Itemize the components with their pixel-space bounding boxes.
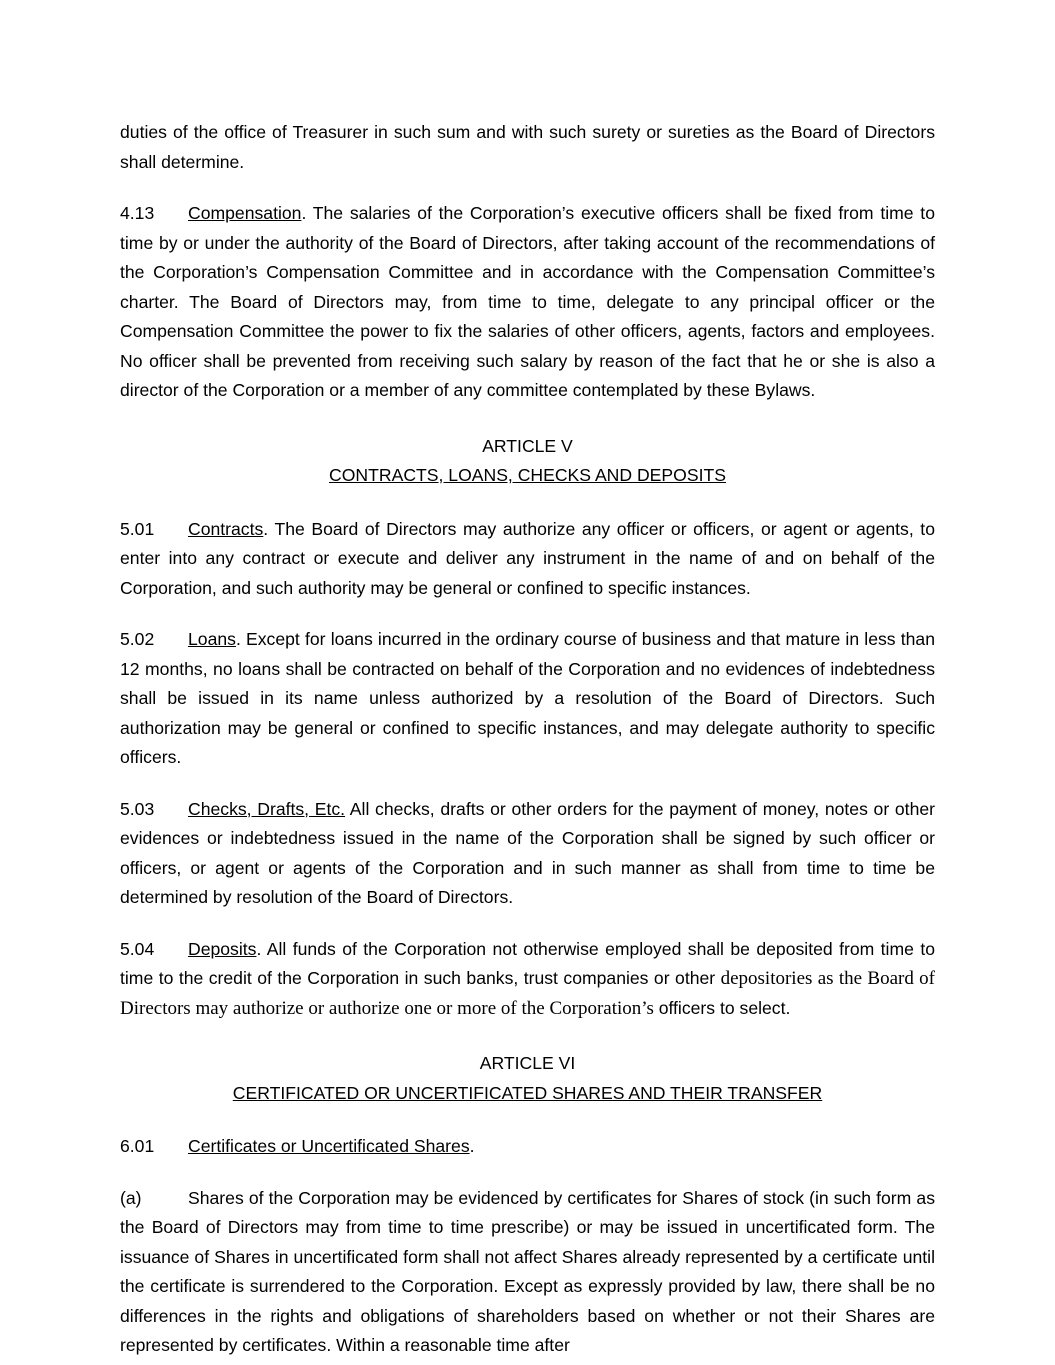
section-6-01-a-body: Shares of the Corporation may be evidenced by certificates for Shares of stock (in such form as the Board of Directors may from time to time prescribe) or may be issued in uncertificated form. The issuance of Shares in uncertificated form shall not affect Shares already represented by a certificate until the certificate is surrendered to the Corporation. Except as expressly provided by law, there shall be no differences in the rights and obligations of shareholders based on whether or not their Shares are represented by certificates. Within a reasonable time after [120,1187,935,1355]
article-vi-heading [120,1049,935,1108]
article-v-heading [120,432,935,491]
section-6-01 [120,1132,935,1162]
article-vi-title: CERTIFICATED OR UNCERTIFICATED SHARES AND THEIR TRANSFER [232,1082,823,1103]
article-v-title: CONTRACTS, LOANS, CHECKS AND DEPOSITS [329,465,726,485]
section-5-02-title: Loans [188,629,236,649]
section-5-02-number: 5.02 [120,629,155,649]
section-5-01-number: 5.01 [120,518,155,539]
article-v-label: ARTICLE V [482,435,573,456]
section-5-04-body-c: officers to select. [658,997,791,1018]
section-5-04-body-a: . All funds of the Corporation not otherwise employed shall be deposited from time to time to the credit of the Corporation in such banks, trust companies or other [120,938,935,988]
section-5-04 [120,935,935,1024]
article-vi-label: ARTICLE VI [479,1053,576,1073]
paragraph-carryover: duties of the office of Treasurer in such sum and with such surety or sureties as the Board of Directors shall determine. [120,122,935,172]
section-5-01-title: Contracts [188,518,264,539]
section-5-04-body-b: depositories as the Board of Directors may authorize or authorize one or more of the Corporation’s [120,968,935,1019]
section-5-03-title: Checks, Drafts, Etc. [188,798,346,819]
section-5-01 [120,515,935,604]
section-5-01-body: . The Board of Directors may authorize any officer or officers, or agent or agents, to enter into any contract or execute and deliver any instrument in the name of and on behalf of the Corporation, and such authority may be general or confined to specific instances. [120,518,935,598]
section-5-02 [120,625,935,773]
section-5-03-body: All checks, drafts or other orders for the payment of money, notes or other evidences or indebtedness issued in the name of the Corporation shall be signed by such officer or officers, or agent or agents of the Corporation and in such manner as shall from time to time be determined by resolution of the Board of Directors. [120,798,936,907]
section-6-01-number: 6.01 [120,1136,155,1156]
section-5-04-number: 5.04 [120,938,155,959]
section-5-03-number: 5.03 [120,798,155,819]
section-4-13-number: 4.13 [120,203,155,223]
section-6-01-title: Certificates or Uncertificated Shares [188,1136,470,1156]
section-6-01-a [120,1184,935,1361]
section-4-13 [120,199,935,406]
section-5-04-title: Deposits [188,938,257,959]
section-6-01-body: . [469,1136,475,1156]
section-4-13-body: . The salaries of the Corporation’s executive officers shall be fixed from time to time by or under the authority of the Board of Directors, after taking account of the recommendations of the Corporation’s Compensation Committee and in accordance with the Compensation Committee’s charter. The Board of Directors may, from time to time, delegate to any principal officer or the Compensation Committee the power to fix the salaries of other officers, agents, factors and employees. No officer shall be prevented from receiving such salary by reason of the fact that he or she is also a director of the Corporation or a member of any committee contemplated by these Bylaws. [120,203,935,400]
section-5-03 [120,795,935,913]
section-4-13-title: Compensation [188,203,302,223]
section-6-01-a-label: (a) [120,1187,142,1208]
section-5-02-body: . Except for loans incurred in the ordinary course of business and that mature in less than 12 months, no loans shall be contracted on behalf of the Corporation and no evidences of indebtedness shall be issued in its name unless authorized by a resolution of the Board of Directors. Such authorization may be general or confined to specific instances, and may delegate authority to specific officers. [120,629,935,767]
